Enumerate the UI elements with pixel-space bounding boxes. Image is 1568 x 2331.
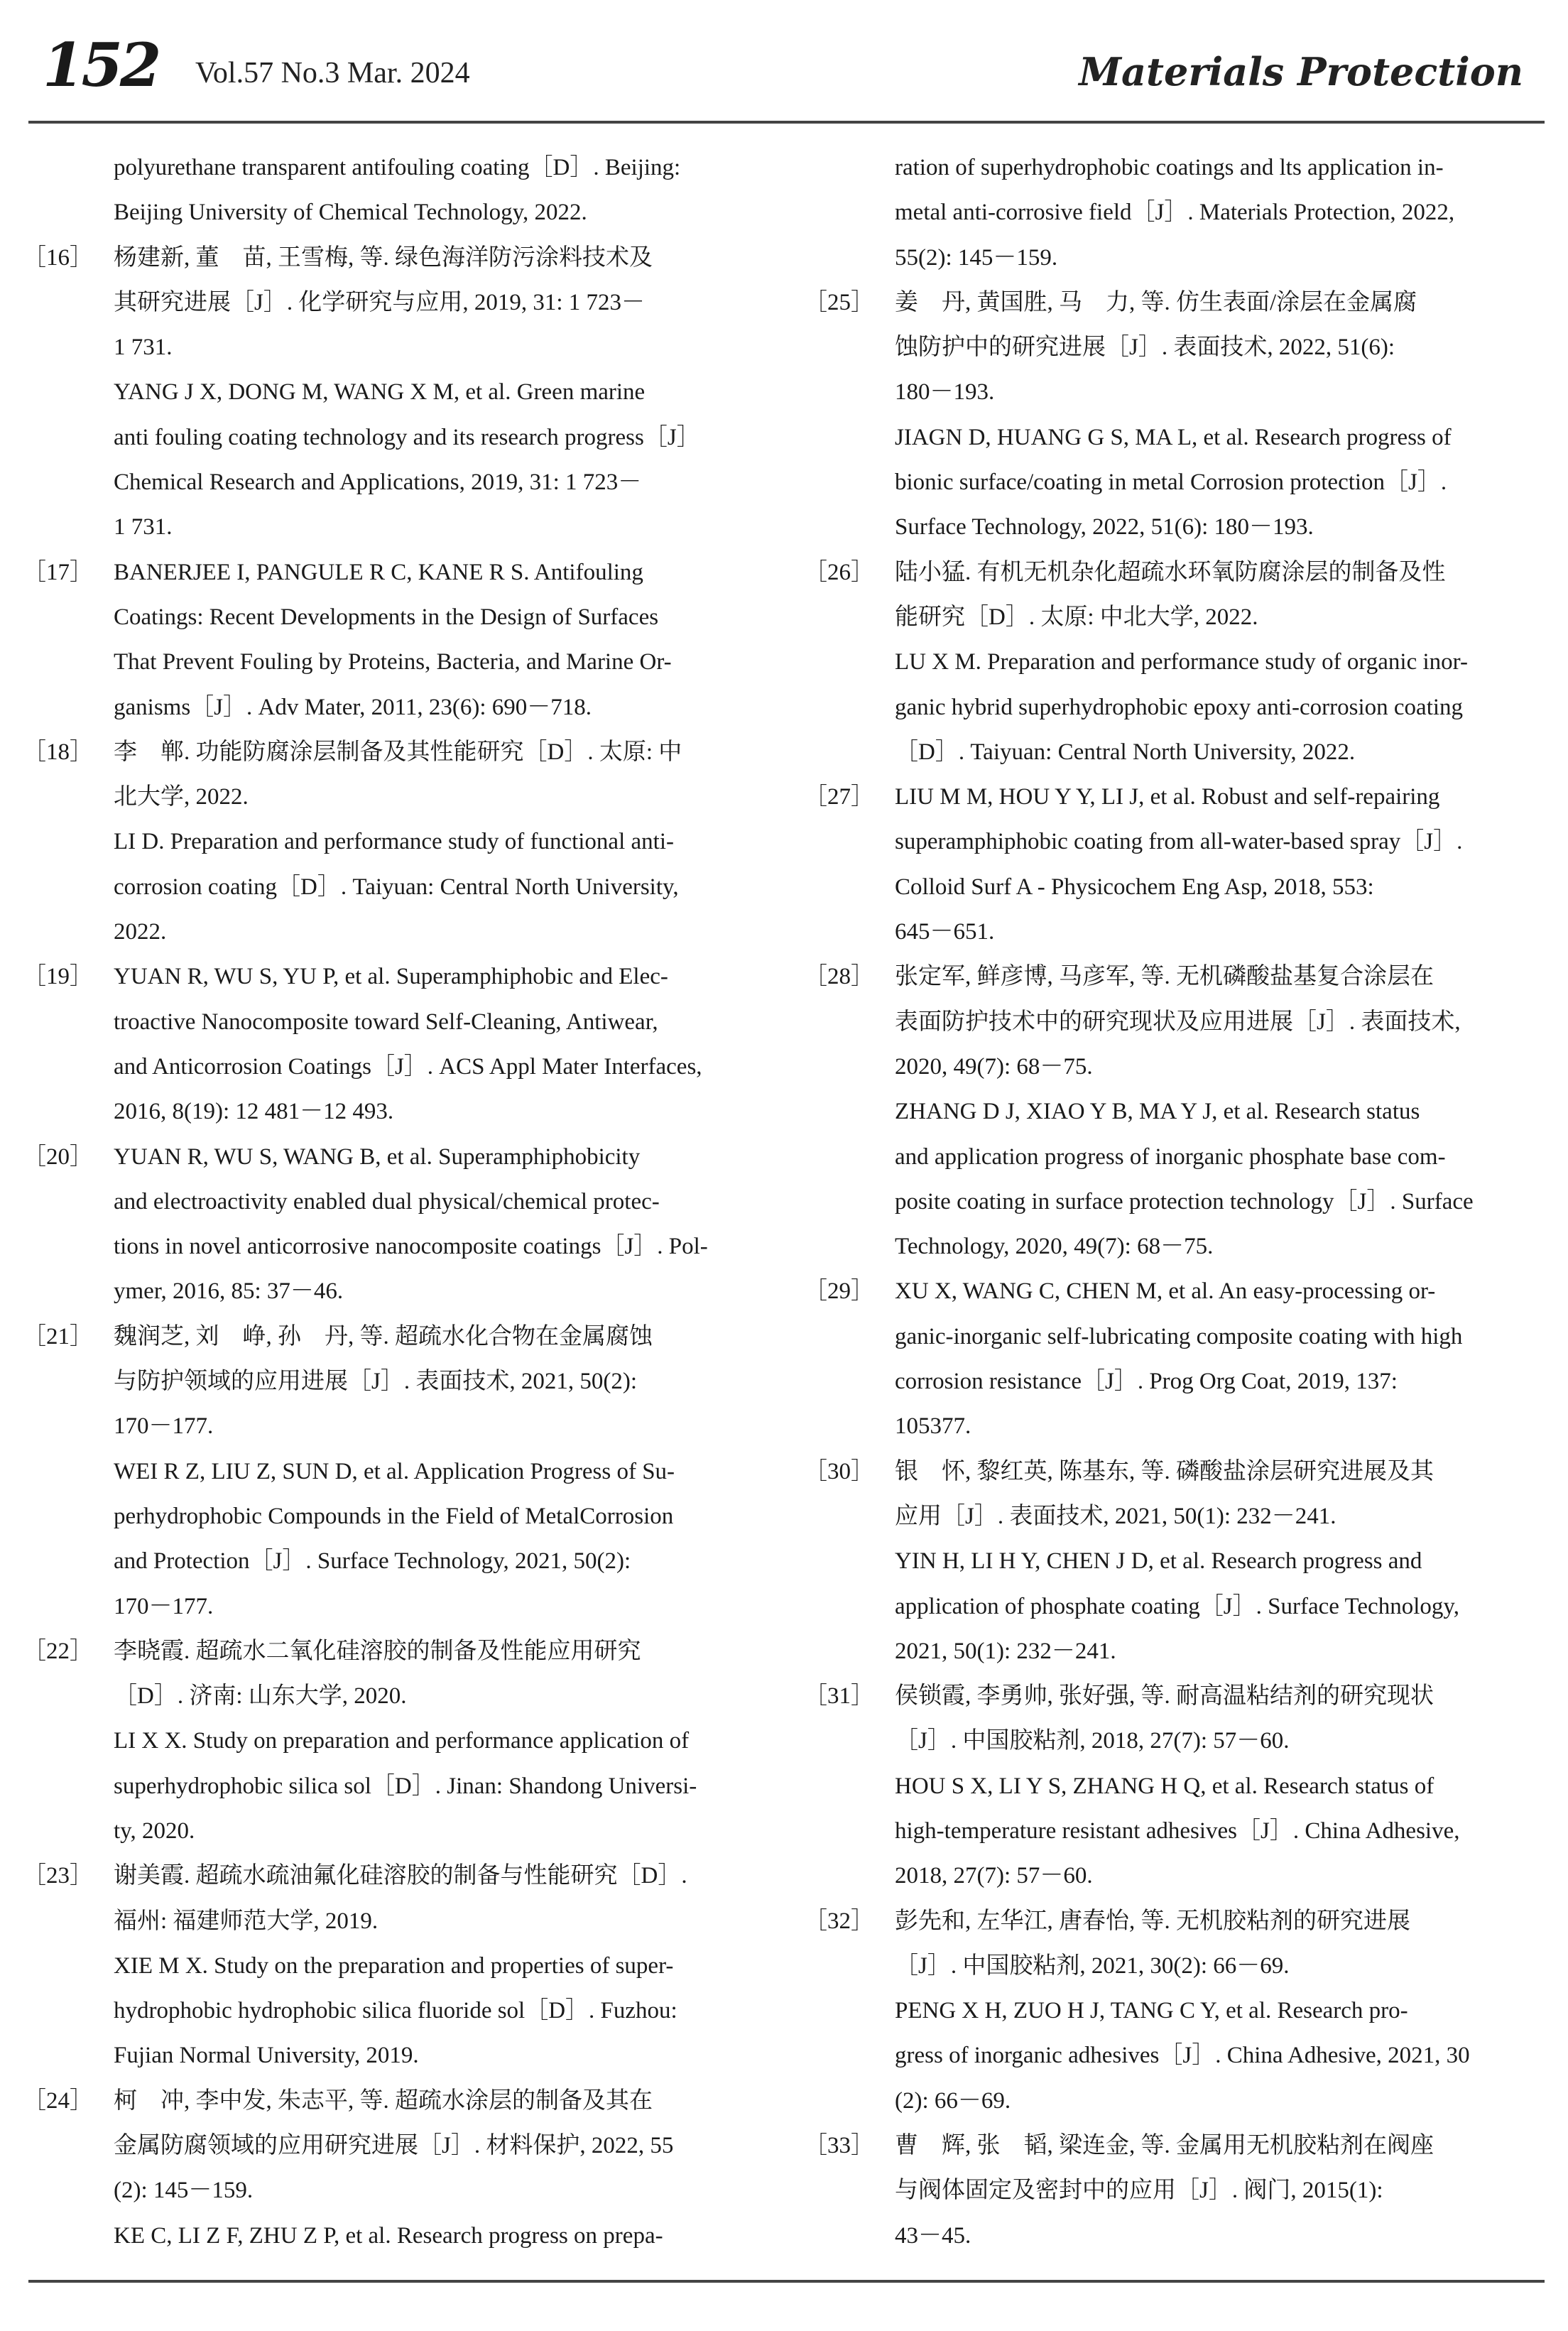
page-number: 152	[43, 30, 159, 100]
reference-line: BANERJEE I, PANGULE R C, KANE R S. Antifouling	[114, 559, 643, 585]
reference-line: 43－45.	[895, 2222, 971, 2249]
reference-line: 2021, 50(1): 232－241.	[895, 1638, 1116, 1664]
reference-line: ganic-inorganic self-lubricating composite coating with high	[895, 1323, 1463, 1349]
reference-number: ［23］	[23, 1863, 93, 1889]
reference-line: LI X X. Study on preparation and performance application of	[114, 1728, 690, 1754]
reference-line: 姜 丹, 黄国胜, 马 力, 等. 仿生表面/涂层在金属腐	[895, 289, 1417, 315]
reference-line: 陆小猛. 有机无机杂化超疏水环氧防腐涂层的制备及性	[895, 559, 1446, 585]
reference-line: 645－651.	[895, 919, 995, 945]
reference-line: 与阀体固定及密封中的应用［J］. 阀门, 2015(1):	[895, 2178, 1383, 2204]
reference-line: metal anti-corrosive field［J］. Materials Protection, 2022,	[895, 200, 1455, 226]
reference-line: and Anticorrosion Coatings［J］. ACS Appl Mater Interfaces,	[114, 1053, 702, 1080]
reference-number: ［21］	[23, 1323, 93, 1349]
reference-line: superhydrophobic silica sol［D］. Jinan: Shandong Universi-	[114, 1773, 697, 1799]
reference-line: KE C, LI Z F, ZHU Z P, et al. Research progress on prepa-	[114, 2222, 663, 2249]
reference-number: ［30］	[804, 1458, 874, 1484]
reference-entry	[804, 2124, 1541, 2259]
reference-line: ganic hybrid superhydrophobic epoxy anti-corrosion coating	[895, 694, 1464, 720]
reference-line: YIN H, LI H Y, CHEN J D, et al. Research progress and	[895, 1548, 1422, 1575]
reference-line: 2018, 27(7): 57－60.	[895, 1863, 1093, 1889]
reference-line: 2022.	[114, 919, 167, 945]
reference-line: PENG X H, ZUO H J, TANG C Y, et al. Research pro-	[895, 1998, 1408, 2024]
reference-line: 杨建新, 董 苗, 王雪梅, 等. 绿色海洋防污涂料技术及	[114, 244, 653, 271]
reference-line: ［D］. 济南: 山东大学, 2020.	[114, 1683, 407, 1710]
reference-line: 金属防腐领域的应用研究进展［J］. 材料保护, 2022, 55	[114, 2133, 674, 2159]
reference-line: 柯 冲, 李中发, 朱志平, 等. 超疏水涂层的制备及其在	[114, 2087, 653, 2114]
reference-number: ［19］	[23, 964, 93, 990]
left-column	[23, 146, 760, 2259]
reference-line: XU X, WANG C, CHEN M, et al. An easy-processing or-	[895, 1278, 1436, 1305]
reference-number: ［16］	[23, 244, 93, 271]
reference-line: application of phosphate coating［J］. Surface Technology,	[895, 1593, 1459, 1619]
reference-line: gress of inorganic adhesives［J］. China Adhesive, 2021, 30	[895, 2043, 1470, 2069]
reference-line: ymer, 2016, 85: 37－46.	[114, 1278, 344, 1305]
reference-line: 与防护领域的应用进展［J］. 表面技术, 2021, 50(2):	[114, 1369, 637, 1395]
right-column	[804, 146, 1541, 2259]
reference-number: ［28］	[804, 964, 874, 990]
reference-line: YANG J X, DONG M, WANG X M, et al. Green marine	[114, 379, 646, 406]
reference-entry	[23, 955, 760, 1134]
reference-line: 李 郸. 功能防腐涂层制备及其性能研究［D］. 太原: 中	[114, 739, 682, 765]
journal-title: Materials Protection	[1079, 49, 1523, 94]
reference-line: Colloid Surf A - Physicochem Eng Asp, 2018, 553:	[895, 874, 1374, 900]
reference-line: WEI R Z, LIU Z, SUN D, et al. Application Progress of Su-	[114, 1458, 675, 1484]
reference-entry	[804, 1269, 1541, 1449]
reference-line: and electroactivity enabled dual physical/chemical protec-	[114, 1188, 660, 1215]
reference-line: superamphiphobic coating from all-water-based spray［J］.	[895, 829, 1463, 855]
reference-line: and application progress of inorganic phosphate base com-	[895, 1143, 1446, 1170]
reference-number: ［24］	[23, 2087, 93, 2114]
reference-line: 1 731.	[114, 335, 173, 361]
reference-number: ［33］	[804, 2133, 874, 2159]
reference-line: 2016, 8(19): 12 481－12 493.	[114, 1099, 394, 1125]
reference-line: posite coating in surface protection technology［J］. Surface	[895, 1188, 1474, 1215]
reference-entry	[804, 1450, 1541, 1674]
reference-line: Coatings: Recent Developments in the Design of Surfaces	[114, 604, 659, 630]
reference-number: ［31］	[804, 1683, 874, 1710]
reference-entry	[23, 1854, 760, 2078]
reference-line: anti fouling coating technology and its research progress［J］	[114, 424, 700, 450]
issue-info: Vol.57 No.3 Mar. 2024	[195, 57, 470, 89]
reference-number: ［26］	[804, 559, 874, 585]
reference-line: and Protection［J］. Surface Technology, 2021, 50(2):	[114, 1548, 631, 1575]
reference-line: YUAN R, WU S, WANG B, et al. Superamphiphobicity	[114, 1143, 641, 1170]
reference-line: ［J］. 中国胶粘剂, 2018, 27(7): 57－60.	[895, 1728, 1290, 1754]
reference-line: 2020, 49(7): 68－75.	[895, 1053, 1093, 1080]
footer-rule	[28, 2280, 1545, 2283]
reference-line: 180－193.	[895, 379, 995, 406]
reference-number: ［22］	[23, 1638, 93, 1664]
reference-line: ty, 2020.	[114, 1817, 195, 1844]
reference-line: LU X M. Preparation and performance study of organic inor-	[895, 649, 1468, 675]
reference-line: 55(2): 145－159.	[895, 244, 1058, 271]
reference-number: ［29］	[804, 1278, 874, 1305]
reference-line: 170－177.	[114, 1413, 214, 1440]
reference-line: 105377.	[895, 1413, 971, 1440]
reference-number: ［25］	[804, 289, 874, 315]
page-header	[28, 21, 1545, 121]
reference-line: 曹 辉, 张 韬, 梁连金, 等. 金属用无机胶粘剂在阀座	[895, 2133, 1434, 2159]
reference-line: 北大学, 2022.	[114, 784, 249, 810]
reference-line: 其研究进展［J］. 化学研究与应用, 2019, 31: 1 723－	[114, 289, 646, 315]
reference-entry	[23, 1315, 760, 1629]
reference-line: XIE M X. Study on the preparation and properties of super-	[114, 1952, 674, 1979]
reference-line: ZHANG D J, XIAO Y B, MA Y J, et al. Research status	[895, 1099, 1420, 1125]
reference-entry	[23, 730, 760, 955]
reference-line: troactive Nanocomposite toward Self-Cleaning, Antiwear,	[114, 1009, 658, 1035]
reference-line: 谢美霞. 超疏水疏油氟化硅溶胶的制备与性能研究［D］.	[114, 1863, 687, 1889]
reference-line: 张定军, 鲜彦博, 马彦军, 等. 无机磷酸盐基复合涂层在	[895, 964, 1434, 990]
reference-line: 银 怀, 黎红英, 陈基东, 等. 磷酸盐涂层研究进展及其	[895, 1458, 1434, 1484]
reference-entry	[804, 955, 1541, 1269]
reference-line: polyurethane transparent antifouling coating［D］. Beijing:	[114, 155, 681, 180]
reference-entry	[114, 146, 760, 236]
reference-line: JIAGN D, HUANG G S, MA L, et al. Research progress of	[895, 424, 1452, 450]
reference-line: perhydrophobic Compounds in the Field of MetalCorrosion	[114, 1503, 674, 1529]
reference-line: 彭先和, 左华江, 唐春怡, 等. 无机胶粘剂的研究进展	[895, 1908, 1410, 1934]
reference-line: ganisms［J］. Adv Mater, 2011, 23(6): 690－718.	[114, 694, 592, 720]
reference-entry	[804, 1899, 1541, 2124]
reference-line: corrosion coating［D］. Taiyuan: Central North University,	[114, 874, 679, 900]
reference-line: 侯锁霞, 李勇帅, 张好强, 等. 耐高温粘结剂的研究现状	[895, 1683, 1434, 1710]
reference-entry	[23, 1629, 760, 1854]
reference-line: bionic surface/coating in metal Corrosion protection［J］.	[895, 469, 1447, 496]
reference-line: (2): 66－69.	[895, 2087, 1011, 2114]
reference-line: 魏润芝, 刘 峥, 孙 丹, 等. 超疏水化合物在金属腐蚀	[114, 1323, 653, 1349]
header-rule	[28, 121, 1545, 124]
reference-line: (2): 145－159.	[114, 2178, 254, 2204]
reference-line: Fujian Normal University, 2019.	[114, 2043, 419, 2069]
reference-line: 应用［J］. 表面技术, 2021, 50(1): 232－241.	[895, 1503, 1336, 1529]
reference-line: ［J］. 中国胶粘剂, 2021, 30(2): 66－69.	[895, 1952, 1290, 1979]
reference-entry	[23, 1135, 760, 1315]
reference-line: 表面防护技术中的研究现状及应用进展［J］. 表面技术,	[895, 1009, 1461, 1035]
reference-entry	[895, 146, 1541, 281]
reference-line: tions in novel anticorrosive nanocomposite coatings［J］. Pol-	[114, 1234, 708, 1260]
reference-number: ［32］	[804, 1908, 874, 1934]
reference-entry	[804, 281, 1541, 550]
reference-entry	[804, 775, 1541, 955]
reference-line: Technology, 2020, 49(7): 68－75.	[895, 1234, 1214, 1260]
reference-entry	[23, 2079, 760, 2259]
reference-line: high-temperature resistant adhesives［J］. China Adhesive,	[895, 1817, 1460, 1844]
reference-line: Chemical Research and Applications, 2019, 31: 1 723－	[114, 469, 642, 496]
reference-line: corrosion resistance［J］. Prog Org Coat, 2019, 137:	[895, 1369, 1398, 1395]
reference-line: ［D］. Taiyuan: Central North University, 2022.	[895, 739, 1356, 765]
reference-entry	[23, 236, 760, 550]
reference-line: YUAN R, WU S, YU P, et al. Superamphiphobic and Elec-	[114, 964, 668, 990]
reference-line: hydrophobic hydrophobic silica fluoride sol［D］. Fuzhou:	[114, 1998, 677, 2024]
reference-entry	[23, 550, 760, 730]
reference-line: LI D. Preparation and performance study of functional anti-	[114, 829, 674, 855]
reference-line: Surface Technology, 2022, 51(6): 180－193.	[895, 514, 1314, 540]
reference-line: 能研究［D］. 太原: 中北大学, 2022.	[895, 604, 1258, 630]
reference-line: ration of superhydrophobic coatings and lts application in-	[895, 155, 1444, 180]
reference-line: HOU S X, LI Y S, ZHANG H Q, et al. Research status of	[895, 1773, 1434, 1799]
reference-number: ［20］	[23, 1143, 93, 1170]
reference-line: 170－177.	[114, 1593, 214, 1619]
reference-line: That Prevent Fouling by Proteins, Bacteria, and Marine Or-	[114, 649, 672, 675]
reference-line: 李晓霞. 超疏水二氧化硅溶胶的制备及性能应用研究	[114, 1638, 641, 1664]
reference-entry	[804, 550, 1541, 775]
reference-line: 1 731.	[114, 514, 173, 540]
reference-line: 福州: 福建师范大学, 2019.	[114, 1908, 379, 1934]
reference-entry	[804, 1674, 1541, 1898]
reference-line: Beijing University of Chemical Technology, 2022.	[114, 200, 587, 226]
reference-number: ［17］	[23, 559, 93, 585]
reference-line: LIU M M, HOU Y Y, LI J, et al. Robust and self-repairing	[895, 784, 1440, 810]
reference-line: 蚀防护中的研究进展［J］. 表面技术, 2022, 51(6):	[895, 335, 1395, 361]
reference-number: ［27］	[804, 784, 874, 810]
reference-number: ［18］	[23, 739, 93, 765]
